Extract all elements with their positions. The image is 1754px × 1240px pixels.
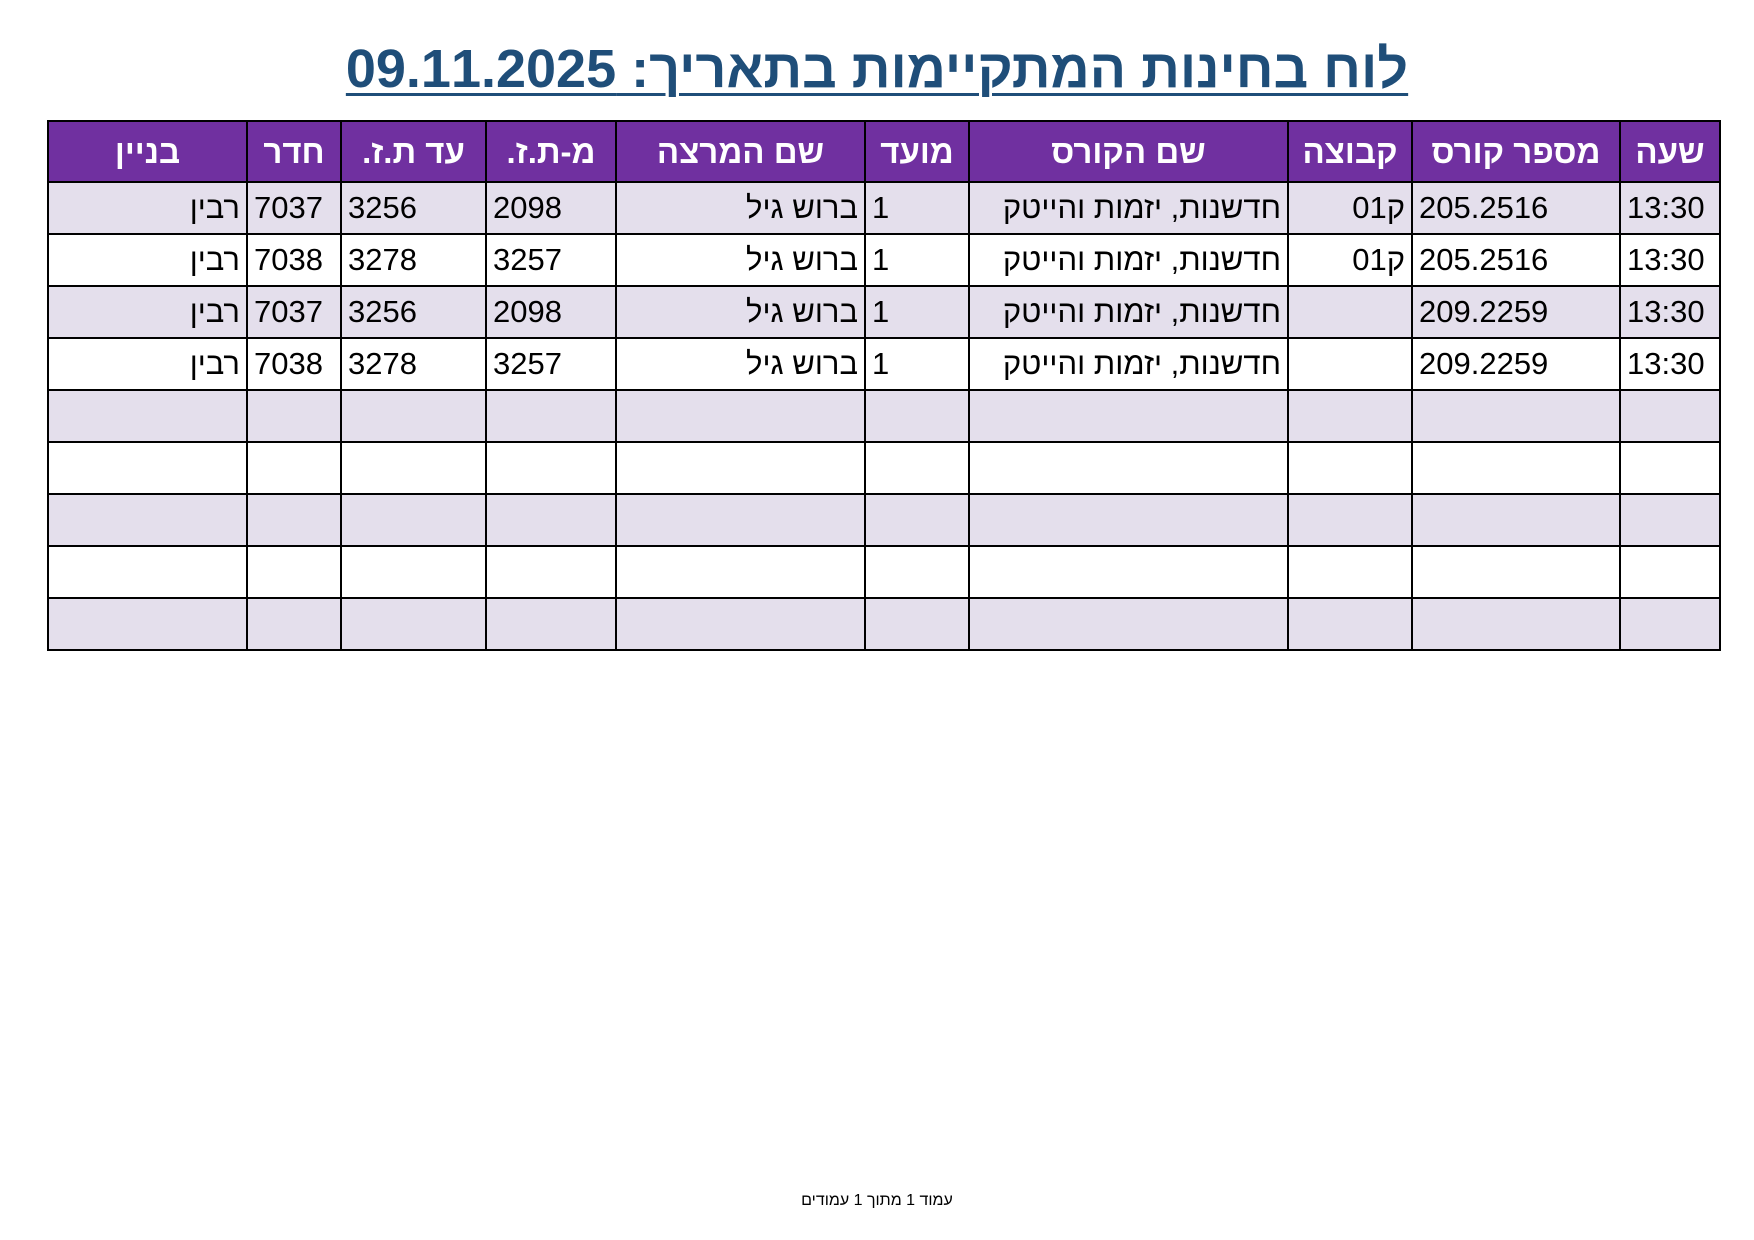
empty-cell bbox=[865, 442, 969, 494]
empty-cell bbox=[969, 598, 1288, 650]
empty-cell bbox=[486, 494, 616, 546]
column-header-lecturer: שם המרצה bbox=[616, 121, 865, 182]
empty-cell bbox=[247, 390, 341, 442]
column-header-group: קבוצה bbox=[1288, 121, 1412, 182]
empty-cell bbox=[616, 546, 865, 598]
cell-room: 7038 bbox=[247, 234, 341, 286]
cell-course-number: 205.2516 bbox=[1412, 234, 1620, 286]
empty-cell bbox=[247, 546, 341, 598]
cell-session: 1 bbox=[865, 286, 969, 338]
cell-id-to: 3278 bbox=[341, 234, 486, 286]
empty-cell bbox=[48, 442, 247, 494]
table-row bbox=[48, 286, 1720, 338]
cell-room: 7037 bbox=[247, 182, 341, 234]
empty-cell bbox=[1620, 546, 1720, 598]
cell-course-number: 209.2259 bbox=[1412, 286, 1620, 338]
cell-group bbox=[1288, 338, 1412, 390]
cell-group: ק01 bbox=[1288, 182, 1412, 234]
empty-cell bbox=[48, 546, 247, 598]
empty-cell bbox=[1288, 598, 1412, 650]
cell-lecturer: ברוש גיל bbox=[616, 338, 865, 390]
empty-cell bbox=[865, 598, 969, 650]
empty-cell bbox=[969, 390, 1288, 442]
empty-cell bbox=[486, 598, 616, 650]
cell-course-number: 209.2259 bbox=[1412, 338, 1620, 390]
empty-cell bbox=[1620, 598, 1720, 650]
empty-table-row bbox=[48, 494, 1720, 546]
empty-cell bbox=[341, 494, 486, 546]
empty-cell bbox=[1412, 598, 1620, 650]
column-header-id-from: מ-ת.ז. bbox=[486, 121, 616, 182]
empty-cell bbox=[616, 390, 865, 442]
cell-id-to: 3256 bbox=[341, 182, 486, 234]
empty-cell bbox=[1288, 390, 1412, 442]
empty-table-row bbox=[48, 546, 1720, 598]
cell-hour: 13:30 bbox=[1620, 182, 1720, 234]
cell-id-to: 3278 bbox=[341, 338, 486, 390]
empty-cell bbox=[1412, 442, 1620, 494]
column-header-id-to: עד ת.ז. bbox=[341, 121, 486, 182]
cell-session: 1 bbox=[865, 338, 969, 390]
empty-cell bbox=[969, 494, 1288, 546]
empty-cell bbox=[969, 546, 1288, 598]
empty-cell bbox=[486, 390, 616, 442]
cell-building: רבין bbox=[48, 286, 247, 338]
empty-cell bbox=[247, 494, 341, 546]
cell-id-from: 2098 bbox=[486, 182, 616, 234]
empty-cell bbox=[865, 546, 969, 598]
empty-cell bbox=[1288, 546, 1412, 598]
empty-cell bbox=[1620, 494, 1720, 546]
empty-cell bbox=[486, 442, 616, 494]
cell-group bbox=[1288, 286, 1412, 338]
cell-course-name: חדשנות, יזמות והייטק bbox=[969, 338, 1288, 390]
empty-cell bbox=[48, 390, 247, 442]
cell-group: ק01 bbox=[1288, 234, 1412, 286]
cell-hour: 13:30 bbox=[1620, 338, 1720, 390]
cell-building: רבין bbox=[48, 338, 247, 390]
cell-room: 7038 bbox=[247, 338, 341, 390]
empty-cell bbox=[865, 494, 969, 546]
empty-cell bbox=[616, 598, 865, 650]
table-header-row bbox=[48, 121, 1720, 182]
empty-cell bbox=[486, 546, 616, 598]
cell-id-from: 3257 bbox=[486, 234, 616, 286]
column-header-building: בניין bbox=[48, 121, 247, 182]
empty-cell bbox=[616, 442, 865, 494]
empty-cell bbox=[341, 598, 486, 650]
column-header-room: חדר bbox=[247, 121, 341, 182]
cell-session: 1 bbox=[865, 182, 969, 234]
table-row bbox=[48, 182, 1720, 234]
empty-cell bbox=[247, 442, 341, 494]
empty-cell bbox=[48, 598, 247, 650]
empty-cell bbox=[341, 546, 486, 598]
empty-table-row bbox=[48, 390, 1720, 442]
empty-cell bbox=[1412, 546, 1620, 598]
cell-building: רבין bbox=[48, 234, 247, 286]
cell-room: 7037 bbox=[247, 286, 341, 338]
empty-cell bbox=[1412, 390, 1620, 442]
empty-cell bbox=[247, 598, 341, 650]
column-header-course-number: מספר קורס bbox=[1412, 121, 1620, 182]
cell-lecturer: ברוש גיל bbox=[616, 286, 865, 338]
cell-course-name: חדשנות, יזמות והייטק bbox=[969, 234, 1288, 286]
column-header-hour: שעה bbox=[1620, 121, 1720, 182]
cell-course-name: חדשנות, יזמות והייטק bbox=[969, 182, 1288, 234]
empty-cell bbox=[48, 494, 247, 546]
cell-hour: 13:30 bbox=[1620, 286, 1720, 338]
table-row bbox=[48, 338, 1720, 390]
column-header-session: מועד bbox=[865, 121, 969, 182]
cell-course-number: 205.2516 bbox=[1412, 182, 1620, 234]
cell-course-name: חדשנות, יזמות והייטק bbox=[969, 286, 1288, 338]
cell-id-from: 3257 bbox=[486, 338, 616, 390]
empty-cell bbox=[341, 390, 486, 442]
cell-lecturer: ברוש גיל bbox=[616, 182, 865, 234]
empty-cell bbox=[1412, 494, 1620, 546]
table-row bbox=[48, 234, 1720, 286]
empty-cell bbox=[969, 442, 1288, 494]
page-footer: עמוד 1 מתוך 1 עמודים bbox=[801, 1192, 953, 1209]
empty-cell bbox=[1620, 442, 1720, 494]
empty-cell bbox=[865, 390, 969, 442]
cell-hour: 13:30 bbox=[1620, 234, 1720, 286]
empty-cell bbox=[1620, 390, 1720, 442]
empty-table-row bbox=[48, 442, 1720, 494]
empty-cell bbox=[616, 494, 865, 546]
empty-table-row bbox=[48, 598, 1720, 650]
empty-cell bbox=[1288, 494, 1412, 546]
cell-building: רבין bbox=[48, 182, 247, 234]
empty-cell bbox=[341, 442, 486, 494]
empty-cell bbox=[1288, 442, 1412, 494]
exam-schedule-table bbox=[47, 120, 1721, 651]
page-title: לוח בחינות המתקיימות בתאריך: 09.11.2025 bbox=[345, 39, 1409, 99]
cell-session: 1 bbox=[865, 234, 969, 286]
column-header-course-name: שם הקורס bbox=[969, 121, 1288, 182]
cell-id-to: 3256 bbox=[341, 286, 486, 338]
cell-lecturer: ברוש גיל bbox=[616, 234, 865, 286]
cell-id-from: 2098 bbox=[486, 286, 616, 338]
